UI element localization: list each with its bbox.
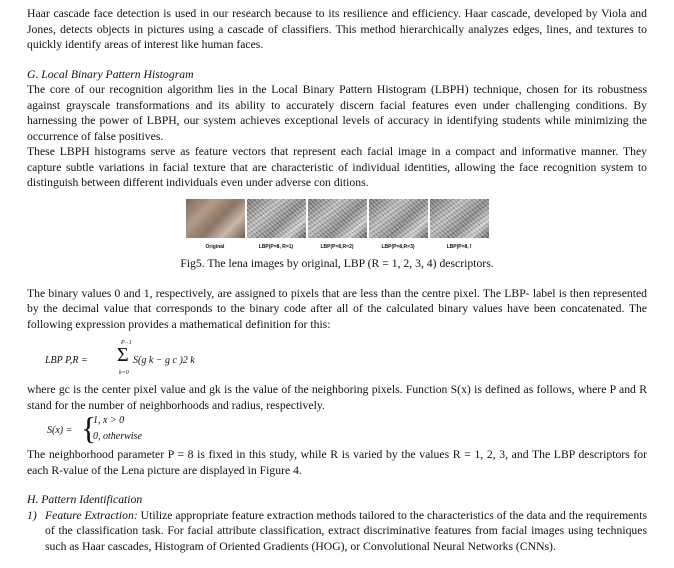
figure-panel-lbp-r4 bbox=[430, 199, 489, 256]
section-heading-g: G. Local Binary Pattern Histogram bbox=[27, 67, 194, 81]
equation-lbp bbox=[27, 336, 647, 382]
paragraph-neighborhood: The neighborhood parameter P = 8 is fixed in this study, while R is varied by the values R = 1, 2, 3, and The LBP descriptors for each R-value of the Lena picture are displayed in Figure 4. bbox=[27, 448, 647, 477]
figure-caption: Fig5. The lena images by original, LBP (R = 1, 2, 3, 4) descriptors. bbox=[180, 257, 494, 270]
paper-page bbox=[27, 6, 647, 554]
list-number: 1) bbox=[27, 508, 37, 522]
list-body: Utilize appropriate feature extraction methods tailored to the characteristics of the data and the requirements of the classification task. For facial attribute classification, extract discriminative features from facial images using techniques such as Haar cascades, Histogram of Oriented Gradients (HOG), or Convolutional Neural Networks (CNNs). bbox=[45, 508, 648, 553]
list-item-feature-extraction bbox=[27, 508, 647, 555]
sum-symbol: Σ bbox=[117, 344, 129, 366]
lena-lbp-r4-image bbox=[430, 199, 489, 238]
lena-lbp-r1-image bbox=[247, 199, 306, 238]
panel-label: LBP(P=8, R=1) bbox=[258, 243, 294, 250]
equation-step-function bbox=[27, 410, 647, 447]
equation-lhs: LBP P,R = bbox=[45, 355, 88, 366]
equation-body: S(g k − g c )2 k bbox=[133, 355, 195, 366]
lena-lbp-r3-image bbox=[369, 199, 428, 238]
list-lead-term: Feature Extraction: bbox=[45, 508, 138, 522]
section-heading-h: H. Pattern Identification bbox=[27, 493, 143, 506]
sum-lower-limit: k=0 bbox=[119, 370, 129, 376]
lena-lbp-r2-image bbox=[308, 199, 367, 238]
figure-panel-original bbox=[186, 199, 245, 256]
case-otherwise: 0, otherwise bbox=[93, 431, 142, 442]
paragraph-where: where gc is the center pixel value and gk is the value of the neighboring pixels. Function S(x) is defined as follows, where P and R stand for the number of neighborhoods and radius, respectively. bbox=[27, 383, 647, 412]
panel-label: Original bbox=[205, 243, 225, 250]
figure-panel-lbp-r3 bbox=[369, 199, 428, 256]
figure-lena bbox=[27, 199, 647, 256]
figure-panel-lbp-r2 bbox=[308, 199, 367, 256]
paragraph-haar: Haar cascade face detection is used in our research because to its resilience and efficiency. Haar cascade, developed by Viola and Jones, detects objects in pictures using a cascade of classifiers. This method hierarchically analyzes edges, lines, and textures to quickly identify areas of interest like human faces. bbox=[27, 7, 647, 51]
case-positive: 1, x > 0 bbox=[93, 415, 125, 426]
panel-label: LBP(P=8,R=2) bbox=[320, 243, 354, 250]
panel-label: LBP(P=8,R=3) bbox=[381, 243, 415, 250]
case-brace: { bbox=[81, 410, 97, 446]
paragraph-lbph-core: The core of our recognition algorithm lies in the Local Binary Pattern Histogram (LBPH) technique, chosen for its robustness against grayscale transformations and its ability to accurately discern facial features even under challenging conditions. By harnessing the power of LBPH, our system achieves exceptional levels of accuracy in identifying students while minimizing the occurrence of false positives. bbox=[27, 83, 647, 143]
paragraph-binary-values: The binary values 0 and 1, respectively, are assigned to pixels that are less than the centre pixel. The LBP- label is then represented by the decimal value that corresponds to the binary code after all of the calculated binary values have been concatenated. The following expression provides a mathematical definition for this: bbox=[27, 286, 647, 331]
sum-upper-limit: P−1 bbox=[121, 340, 132, 346]
figure-panel-lbp-r1 bbox=[247, 199, 306, 256]
panel-label: LBP(P=8, I bbox=[446, 243, 472, 250]
lena-original-image bbox=[186, 199, 245, 238]
list-text bbox=[45, 508, 647, 555]
paragraph-lbph-histograms: These LBPH histograms serve as feature vectors that represent each facial image in a compact and informative manner. They capture subtle variations in facial texture that are characteristic of individual identities, allowing the face recognition system to distinguish between different individuals even under adverse con ditions. bbox=[27, 145, 647, 189]
equation-lhs: S(x) = bbox=[47, 425, 73, 436]
